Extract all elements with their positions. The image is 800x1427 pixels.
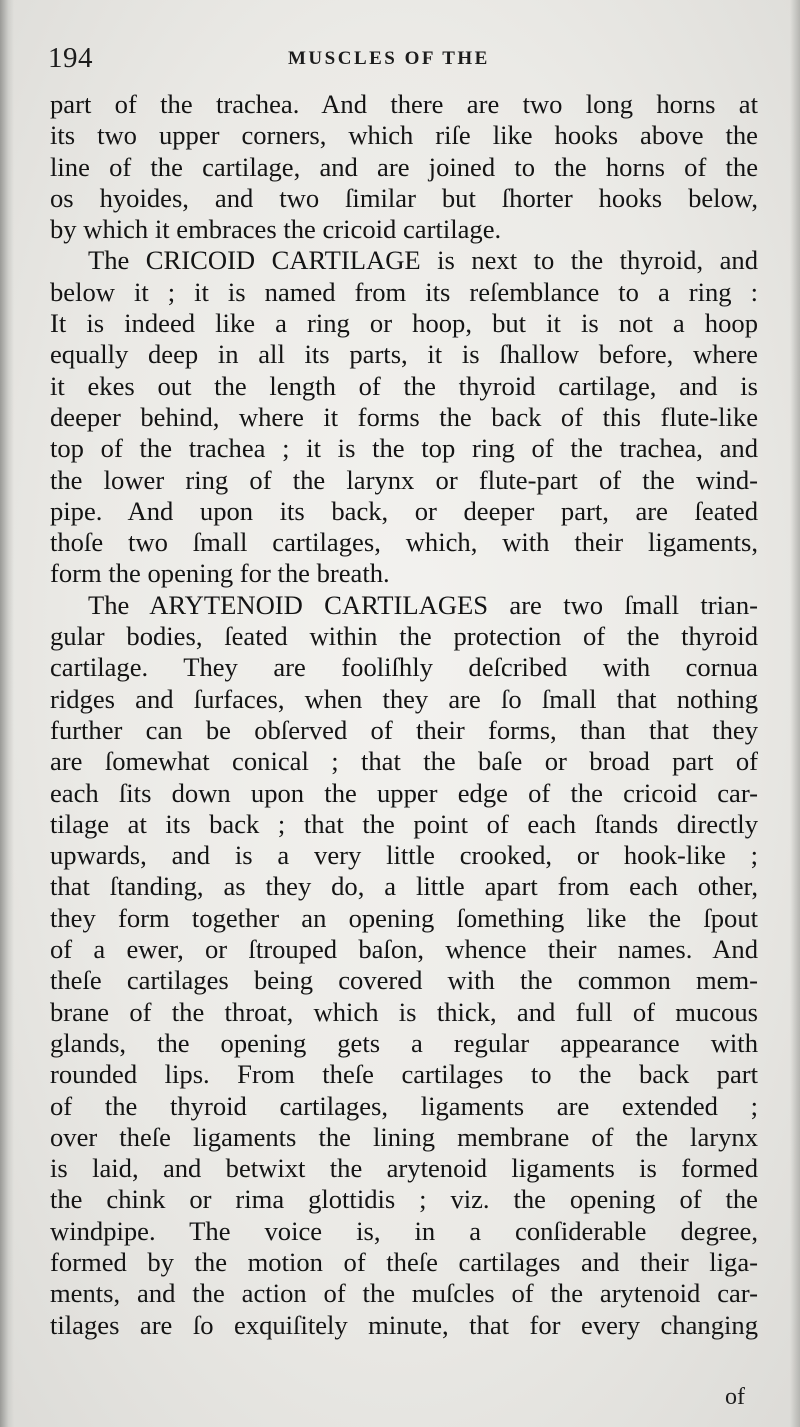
text-line: equally deep in all its parts, it is ſhallow before, where — [50, 339, 758, 370]
text-line: by which it embraces the cricoid cartilage. — [50, 214, 502, 245]
page-gutter-shadow — [0, 0, 14, 1427]
page-edge-shadow — [790, 0, 800, 1427]
text-line: tilage at its back ; that the point of each ſtands directly — [50, 808, 758, 839]
text-line: theſe cartilages being covered with the common mem- — [50, 965, 758, 996]
text-line: each ſits down upon the upper edge of the cricoid car- — [50, 777, 758, 808]
text-line: tilages are ſo exquiſitely minute, that for every changing — [50, 1309, 758, 1340]
text-line: the lower ring of the larynx or flute-part of the wind- — [50, 464, 758, 495]
text-line: The CRICOID CARTILAGE is next to the thyroid, and — [88, 245, 758, 276]
text-line: glands, the opening gets a regular appearance with — [50, 1027, 758, 1058]
text-line: upwards, and is a very little crooked, or hook-like ; — [50, 840, 758, 871]
text-line: gular bodies, ſeated within the protection of the thyroid — [50, 621, 758, 652]
body-text — [50, 89, 758, 1341]
text-line: its two upper corners, which riſe like hooks above the — [50, 120, 758, 151]
text-line: of a ewer, or ſtrouped baſon, whence their names. And — [50, 934, 758, 965]
text-line: thoſe two ſmall cartilages, which, with their ligaments, — [50, 527, 758, 558]
text-line: os hyoides, and two ſimilar but ſhorter hooks below, — [50, 182, 758, 213]
text-line: pipe. And upon its back, or deeper part, are ſeated — [50, 495, 758, 526]
text-line: brane of the throat, which is thick, and full of mucous — [50, 996, 758, 1027]
text-line: top of the trachea ; it is the top ring of the trachea, and — [50, 433, 758, 464]
text-line: ridges and ſurfaces, when they are ſo ſmall that nothing — [50, 683, 758, 714]
text-line: they form together an opening ſomething like the ſpout — [50, 902, 758, 933]
text-line: form the opening for the breath. — [50, 558, 390, 589]
text-line: is laid, and betwixt the arytenoid ligaments is formed — [50, 1153, 758, 1184]
text-line: cartilage. They are fooliſhly deſcribed with cornua — [50, 652, 758, 683]
text-line: deeper behind, where it forms the back of this flute-like — [50, 401, 758, 432]
page-number: 194 — [48, 42, 93, 74]
text-line: It is indeed like a ring or hoop, but it is not a hoop — [50, 308, 758, 339]
text-line: part of the trachea. And there are two long horns at — [50, 89, 758, 119]
running-head: MUSCLES OF THE — [288, 48, 490, 69]
text-line: are ſomewhat conical ; that the baſe or broad part of — [50, 746, 758, 777]
text-line: further can be obſerved of their forms, than that they — [50, 714, 758, 745]
text-line: rounded lips. From theſe cartilages to the back part — [50, 1059, 758, 1090]
catchword: of — [725, 1384, 745, 1410]
text-line: that ſtanding, as they do, a little apart from each other, — [50, 871, 758, 902]
text-line: line of the cartilage, and are joined to the horns of the — [50, 151, 758, 182]
text-line: ments, and the action of the muſcles of the arytenoid car- — [50, 1278, 758, 1309]
text-line: windpipe. The voice is, in a conſiderable degree, — [50, 1215, 758, 1246]
page-header — [48, 38, 756, 78]
text-line: The ARYTENOID CARTILAGES are two ſmall trian- — [88, 589, 758, 620]
text-line: formed by the motion of theſe cartilages and their liga- — [50, 1246, 758, 1277]
text-line: the chink or rima glottidis ; viz. the opening of the — [50, 1184, 758, 1215]
text-line: below it ; it is named from its reſemblance to a ring : — [50, 276, 758, 307]
text-line: it ekes out the length of the thyroid cartilage, and is — [50, 370, 758, 401]
text-line: over theſe ligaments the lining membrane of the larynx — [50, 1121, 758, 1152]
text-line: of the thyroid cartilages, ligaments are extended ; — [50, 1090, 758, 1121]
